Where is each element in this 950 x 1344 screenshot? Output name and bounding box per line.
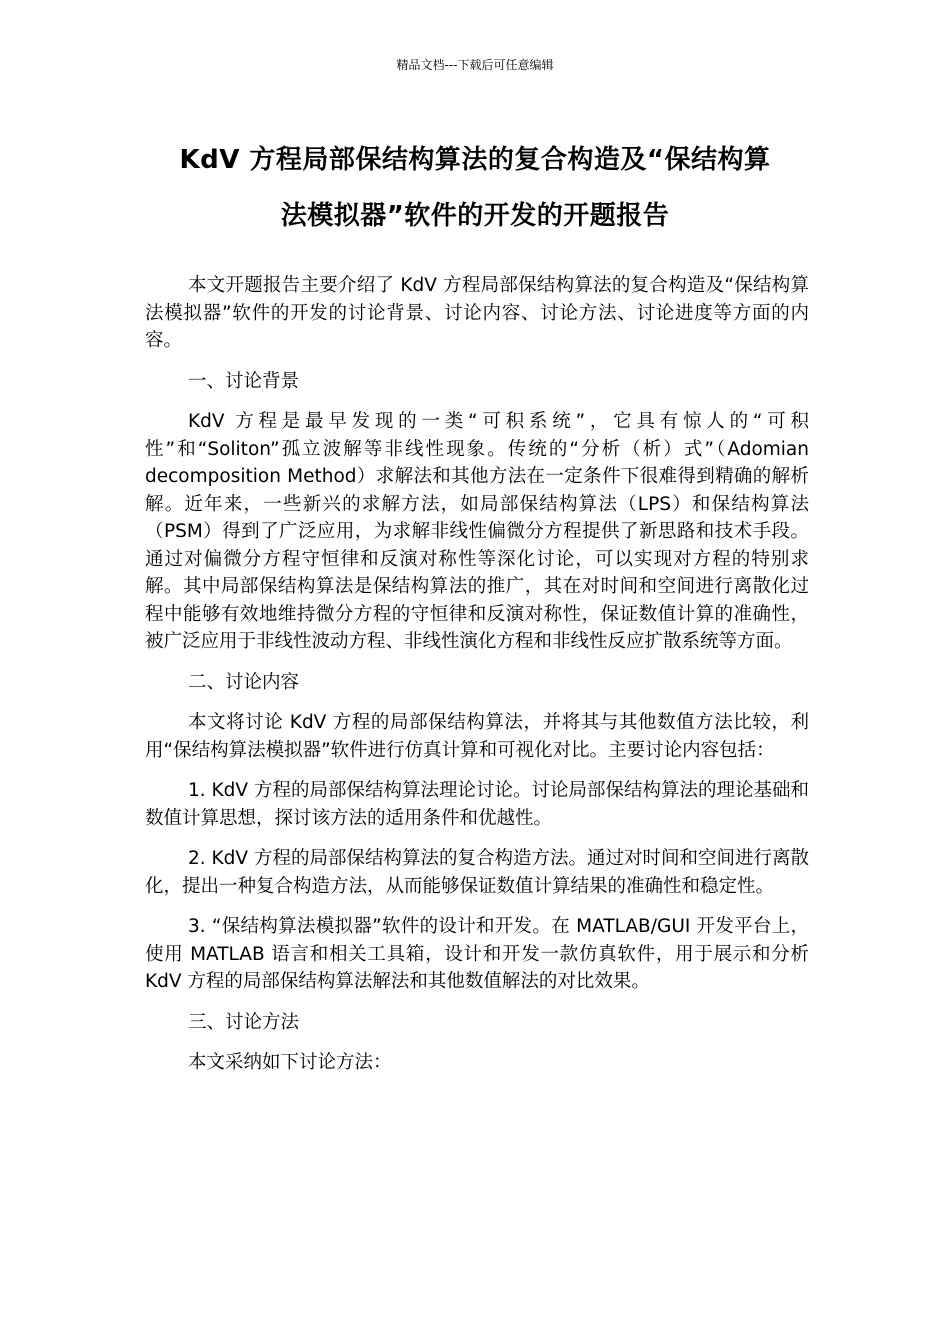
content-paragraph: 本文将讨论 KdV 方程的局部保结构算法，并将其与其他数值方法比较，利用“保结构算法模拟器”软件进行仿真计算和可视化对比。主要讨论内容包括： (145, 712, 809, 761)
content-item-2: 2. KdV 方程的局部保结构算法的复合构造方法。通过对时间和空间进行离散化，提出一种复合构造方法，从而能够保证数值计算结果的准确性和稳定性。 (145, 848, 809, 897)
title-line-2: 法模拟器”软件的开发的开题报告 (280, 201, 670, 231)
section-heading-content: 二、讨论内容 (188, 671, 300, 693)
title-line-1: KdV 方程局部保结构算法的复合构造及“保结构算 (179, 145, 771, 175)
background-paragraph: KdV 方程是最早发现的一类“可积系统”，它具有惊人的“可积性”和“Soliton”孤立波解等非线性现象。传统的“分析（析）式”（Adomian decomposition Method）求解法和其他方法在一定条件下很难得到精确的解析解。近年来，一些新兴的求解方法，如局部保结构算法（LPS）和保结构算法（PSM）得到了广泛应用，为求解非线性偏微分方程提供了新思路和技术手段。通过对偏微分方程守恒律和反演对称性等深化讨论，可以实现对方程的特别求解。其中局部保结构算法是保结构算法的推广，其在对时间和空间进行离散化过程中能够有效地维持微分方程的守恒律和反演对称性，保证数值计算的准确性，被广泛应用于非线性波动方程、非线性演化方程和非线性反应扩散系统等方面。 (145, 411, 809, 652)
content-item-1: 1. KdV 方程的局部保结构算法理论讨论。讨论局部保结构算法的理论基础和数值计算思想，探讨该方法的适用条件和优越性。 (145, 780, 809, 829)
methods-paragraph: 本文采纳如下讨论方法： (188, 1052, 392, 1073)
intro-paragraph: 本文开题报告主要介绍了 KdV 方程局部保结构算法的复合构造及“保结构算法模拟器”软件的开发的讨论背景、讨论内容、讨论方法、讨论进度等方面的内容。 (145, 275, 809, 351)
section-heading-background: 一、讨论背景 (188, 370, 300, 392)
content-item-3: 3. “保结构算法模拟器”软件的设计和开发。在 MATLAB/GUI 开发平台上，使用 MATLAB 语言和相关工具箱，设计和开发一款仿真软件，用于展示和分析 KdV 方程的局部保结构算法解法和其他数值解法的对比效果。 (145, 916, 809, 992)
document-body (145, 272, 809, 1090)
document-title (130, 132, 820, 244)
section-heading-methods: 三、讨论方法 (188, 1011, 300, 1033)
page-header: 精品文档---下载后可任意编辑 (396, 58, 554, 72)
